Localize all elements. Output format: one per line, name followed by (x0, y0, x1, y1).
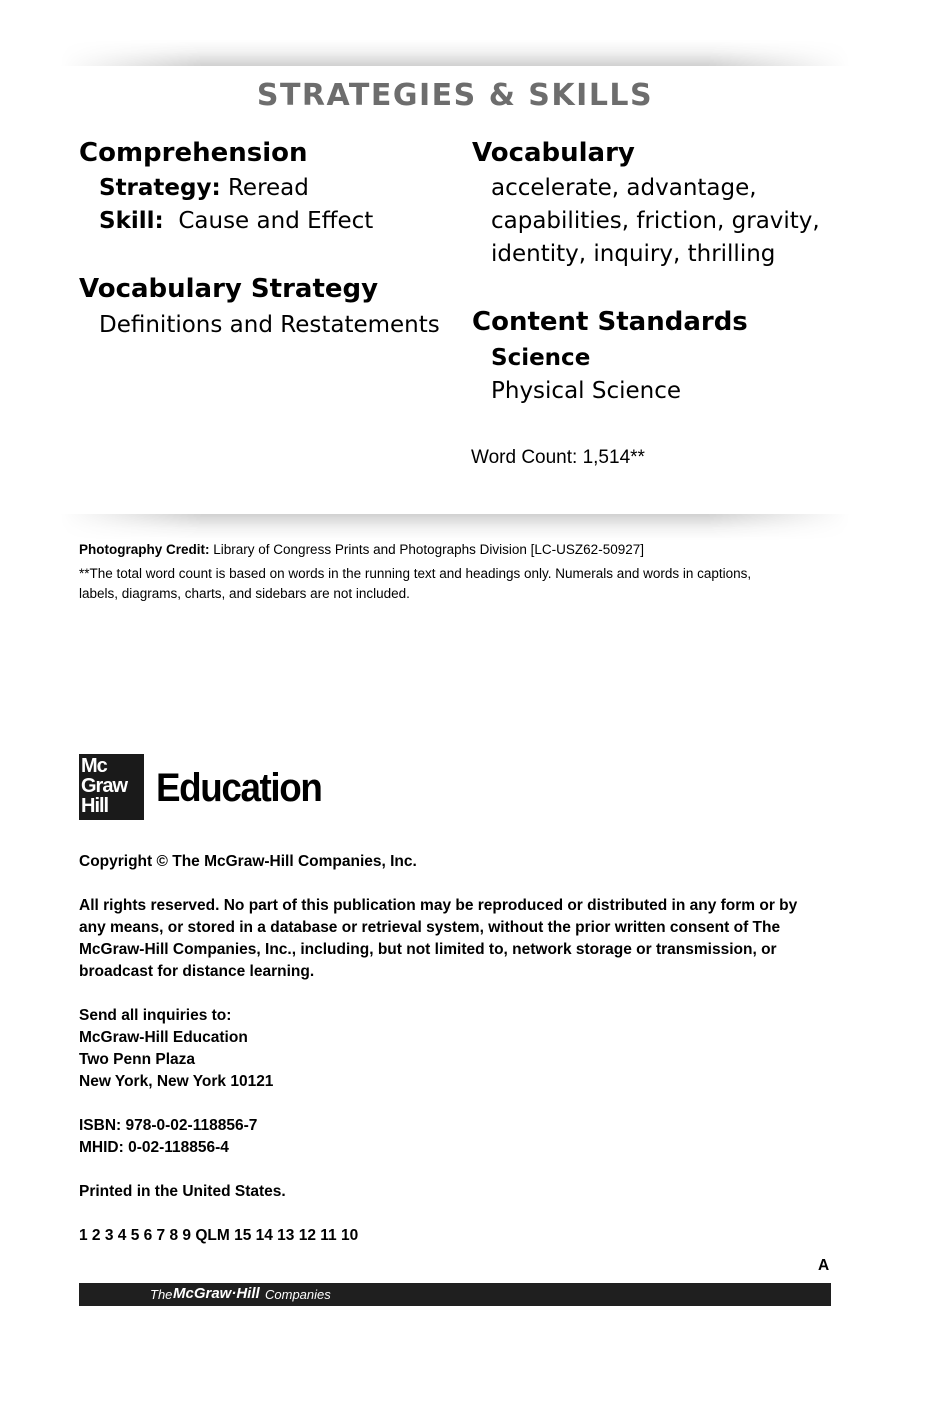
photo-credit-text: Library of Congress Prints and Photographs Division [LC-USZ62-50927] (213, 542, 644, 557)
word-count-note: labels, diagrams, charts, and sidebars are not included. (79, 586, 410, 601)
photo-credit (79, 540, 644, 560)
content-standards-heading: Content Standards (472, 307, 748, 337)
strategy-label: Strategy: (99, 175, 221, 201)
vocabulary-heading: Vocabulary (472, 138, 635, 168)
rights-line: broadcast for distance learning. (79, 963, 315, 980)
strategy-value: Reread (227, 175, 309, 201)
address-line: Send all inquiries to: (79, 1007, 232, 1024)
content-standards-subject: Science (491, 345, 591, 371)
education-logo-text: Education (156, 766, 322, 810)
logo-line: Hill (81, 795, 109, 817)
mhid: MHID: 0-02-118856-4 (79, 1139, 229, 1156)
strategy-line (99, 172, 309, 205)
footer-companies: Companies (265, 1287, 331, 1302)
logo-line: Mc (81, 755, 107, 777)
content-standards-topic: Physical Science (491, 378, 682, 404)
word-count-note: **The total word count is based on words in the running text and headings only. Numerals and words in captions, (79, 566, 752, 581)
vocabulary-strategy-value: Definitions and Restatements (99, 312, 440, 338)
logo-line: Graw (81, 775, 128, 797)
skill-value: Cause and Effect (178, 208, 374, 234)
vocabulary-strategy-heading: Vocabulary Strategy (79, 274, 379, 304)
rights-line: any means, or stored in a database or retrieval system, without the prior written consent of The (79, 919, 781, 936)
copyright: Copyright © The McGraw-Hill Companies, Inc. (79, 853, 417, 870)
panel-top-shadow (60, 40, 850, 66)
printed-in: Printed in the United States. (79, 1183, 286, 1200)
vocabulary-line: accelerate, advantage, (491, 175, 757, 201)
isbn: ISBN: 978-0-02-118856-7 (79, 1117, 258, 1134)
vocabulary-line: capabilities, friction, gravity, (491, 208, 820, 234)
address-line: Two Penn Plaza (79, 1051, 195, 1068)
footer-bar (79, 1283, 831, 1306)
word-count: Word Count: 1,514** (471, 447, 645, 468)
page-letter: A (818, 1257, 830, 1274)
page-title: STRATEGIES & SKILLS (256, 78, 654, 113)
comprehension-heading: Comprehension (79, 138, 308, 168)
mcgraw-hill-logo-box (79, 754, 144, 820)
printing-line: 1 2 3 4 5 6 7 8 9 QLM 15 14 13 12 11 10 (79, 1227, 359, 1244)
panel-bottom-shadow (60, 514, 850, 540)
rights-line: All rights reserved. No part of this publication may be reproduced or distributed in any form or by (79, 897, 798, 914)
vocabulary-line: identity, inquiry, thrilling (491, 241, 776, 267)
photo-credit-label: Photography Credit: (79, 542, 210, 557)
footer-brand: McGraw·Hill (173, 1285, 260, 1302)
address-line: McGraw-Hill Education (79, 1029, 248, 1046)
skill-line (99, 205, 373, 238)
skill-label: Skill: (99, 208, 164, 234)
rights-line: McGraw-Hill Companies, Inc., including, but not limited to, network storage or transmission, or (79, 941, 777, 958)
address-line: New York, New York 10121 (79, 1073, 274, 1090)
footer-the: The (150, 1287, 173, 1302)
